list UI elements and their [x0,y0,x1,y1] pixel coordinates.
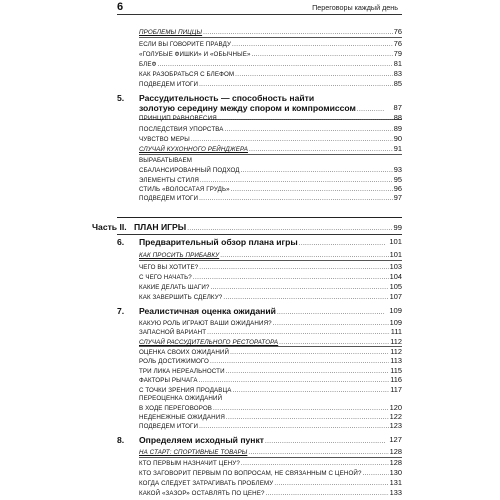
entry-title: ФАКТОРЫ РЫЧАГА [139,377,198,384]
entry-page: 133 [389,488,402,497]
leader-dots [199,263,388,271]
leader-dots [210,283,388,291]
leader-dots [223,293,388,301]
chapter-title-line: Реалистичная оценка ожиданий [139,306,276,316]
leader-dots [363,469,389,477]
leader-dots [200,176,393,184]
toc-entry[interactable] [139,394,402,403]
toc-entry[interactable] [139,282,402,291]
leader-dots [210,357,389,365]
entry-page: 79 [393,49,402,58]
entry-page: 104 [389,272,402,281]
toc-entry[interactable] [139,337,402,346]
part-page: 99 [393,223,402,232]
leader-dots [231,185,393,193]
toc-entry[interactable] [139,144,402,153]
entry-title: БЛЕФ [139,61,157,68]
entry-title: ЗАПАСНОЙ ВАРИАНТ [139,329,207,336]
entry-title: ПЕРЕОЦЕНКА ОЖИДАНИЙ [139,395,223,402]
entry-title: ПОДВЕДЕМ ИТОГИ [139,81,199,88]
header-rule [117,14,402,15]
chapter-heading[interactable] [117,306,402,317]
leader-dots [226,413,389,421]
entry-page: 122 [389,412,402,421]
leader-dots [265,437,385,447]
entry-title: СЛУЧАЙ РАССУДИТЕЛЬНОГО РЕСТОРАТОРА [139,339,279,346]
entry-page: 76 [393,27,402,36]
entry-page: 116 [390,375,402,384]
entry-title: ЕСЛИ ВЫ ГОВОРИТЕ ПРАВДУ [139,41,232,48]
toc-entry[interactable] [139,134,402,143]
entry-title: ПОДВЕДЕМ ИТОГИ [139,423,199,430]
chapter-title [139,306,386,318]
chapter-heading[interactable] [117,237,402,248]
entry-page: 111 [390,327,402,336]
chapter-number: 6. [117,237,125,247]
toc-entry[interactable] [139,347,402,356]
entry-title: «ГОЛУБЫЕ ФИШКИ» И «ОБЫЧНЫЕ» [139,51,251,58]
toc-entry[interactable] [139,193,402,202]
entry-page: 97 [393,193,402,202]
chapter-title-line: золотую середину между спором и компромиссом [139,103,356,113]
entry-title: КАКИЕ ДЕЛАТЬ ШАГИ? [139,284,210,291]
entry-title: ПРИНЦИП РАВНОВЕСИЯ [139,115,217,122]
leader-dots [213,404,389,412]
leader-dots [232,40,393,48]
entry-title: ЧЕГО ВЫ ХОТИТЕ? [139,264,199,271]
entry-page: 76 [393,39,402,48]
leader-dots [266,489,389,497]
entry-title: СЛУЧАЙ КУХОННОГО РЕЙНДЖЕРА [139,146,248,153]
entry-page: 128 [389,447,402,456]
entry-title: ВЫРАБАТЫВАЕМ [139,157,193,164]
leader-dots [249,145,393,153]
toc-entry[interactable] [139,250,402,259]
leader-dots [199,376,390,384]
toc-entry[interactable] [139,272,402,281]
chapter-title-line: Рассудительность — способность найти [139,93,315,103]
toc-entry[interactable] [139,375,402,384]
entry-title: ПОДВЕДЕМ ИТОГИ [139,195,199,202]
leader-dots [191,135,393,143]
chapter-title [139,237,386,249]
toc-entry[interactable] [139,113,402,122]
entry-divider [139,37,402,38]
chapter-heading[interactable] [117,93,402,115]
leader-dots [252,50,393,58]
toc-entry[interactable] [139,412,402,421]
entry-page: 90 [393,134,402,143]
entry-page: 130 [389,468,402,477]
entry-page: 88 [393,113,402,122]
entry-title: КТО ЗАГОВОРИТ ПЕРВЫМ ПО ВОПРОСАМ, НЕ СВЯЗАННЫМ С ЦЕНОЙ? [139,470,362,477]
entry-page: 85 [393,79,402,88]
entry-page: 81 [393,59,402,68]
chapter-number: 5. [117,93,125,103]
chapter-page: 109 [389,306,402,315]
chapter-title [139,435,386,447]
toc-entry[interactable] [139,478,402,487]
entry-page: 117 [390,385,402,394]
toc-entry[interactable] [139,79,402,88]
entry-page: 103 [389,262,402,271]
chapter-number: 8. [117,435,125,445]
part-divider [117,234,402,235]
toc-entry[interactable] [139,184,402,193]
toc-entry[interactable] [139,175,402,184]
leader-dots [274,479,388,487]
leader-dots [199,422,389,430]
leader-dots [225,125,393,133]
entry-page: 93 [393,165,402,174]
entry-title: КАКОЙ «ЗАЗОР» ОСТАВЛЯТЬ ПО ЦЕНЕ? [139,490,265,497]
chapter-title [139,93,386,115]
toc-entry[interactable] [139,458,402,467]
entry-title: ЭЛЕМЕНТЫ СТИЛЯ [139,177,199,184]
running-title: Переговоры каждый день [312,3,398,12]
entry-page: 115 [390,366,402,375]
page-number: 6 [117,1,124,13]
part-label: Часть II. [92,222,127,232]
entry-page: 95 [393,175,402,184]
leader-dots [241,166,393,174]
leader-dots [230,348,389,356]
entry-divider [139,260,402,261]
entry-page: 89 [393,124,402,133]
leader-dots [299,239,385,249]
part-title: ПЛАН ИГРЫ [134,222,187,232]
leader-dots [199,194,393,202]
toc-entry[interactable] [139,356,402,365]
leader-dots [203,28,393,36]
toc-entry[interactable] [139,318,402,327]
chapter-page: 127 [389,435,402,444]
entry-page: 101 [389,250,402,259]
entry-title: КАК ПРОСИТЬ ПРИБАВКУ [139,252,220,259]
entry-title: ТРИ ЛИКА НЕРЕАЛЬНОСТИ [139,368,225,375]
toc-entry[interactable] [139,156,402,165]
entry-page: 112 [390,337,402,346]
toc-entry[interactable] [139,124,402,133]
leader-dots [207,328,390,336]
toc-entry[interactable] [139,165,402,174]
toc-entry[interactable] [139,69,402,78]
leader-dots [218,114,393,122]
entry-title: ЧУВСТВО МЕРЫ [139,136,190,143]
chapter-title-line: Предварительный обзор плана игры [139,237,298,247]
chapter-title-line: Определяем исходный пункт [139,435,264,445]
part-rule [117,217,402,218]
entry-title: С ЧЕГО НАЧАТЬ? [139,274,192,281]
entry-title: КОГДА СЛЕДУЕТ ЗАТРАГИВАТЬ ПРОБЛЕМУ [139,480,274,487]
toc-entry[interactable] [139,327,402,336]
part-heading[interactable] [92,221,402,233]
chapter-heading[interactable] [117,435,402,446]
leader-dots [232,386,389,394]
entry-page: 128 [389,458,402,467]
leader-dots [248,448,388,456]
toc-entry[interactable] [139,39,402,48]
toc-entry[interactable] [139,366,402,375]
leader-dots [279,338,389,346]
leader-dots [235,70,393,78]
entry-title: КТО ПЕРВЫМ НАЗНАЧИТ ЦЕНУ? [139,460,240,467]
entry-page: 96 [393,184,402,193]
entry-page: 105 [389,282,402,291]
entry-page: 112 [390,347,402,356]
entry-title: КАК ЗАВЕРШИТЬ СДЕЛКУ? [139,294,223,301]
entry-title: НЕДЕНЕЖНЫЕ ОЖИДАНИЯ [139,414,225,421]
entry-title: СТИЛЬ «ВОЛОСАТАЯ ГРУДЬ» [139,186,230,193]
entry-page: 120 [389,403,402,412]
entry-title: СБАЛАНСИРОВАННЫЙ ПОДХОД [139,167,240,174]
entry-page: 113 [390,356,402,365]
entry-title: КАКУЮ РОЛЬ ИГРАЮТ ВАШИ ОЖИДАНИЯ? [139,320,272,327]
toc-entry[interactable] [139,49,402,58]
toc-entry[interactable] [139,262,402,271]
leader-dots [277,308,385,318]
entry-title: ОЦЕНКА СВОИХ ОЖИДАНИЙ [139,349,230,356]
entry-title: РОЛЬ ДОСТИЖИМОГО [139,358,209,365]
leader-dots [226,367,390,375]
leader-dots [241,459,389,467]
leader-dots [157,60,392,68]
chapter-page: 101 [389,237,402,246]
toc-entry[interactable] [139,468,402,477]
entry-page: 107 [389,292,402,301]
entry-title: КАК РАЗОБРАТЬСЯ С БЛЕФОМ [139,71,235,78]
leader-dots [220,251,388,259]
entry-title: С ТОЧКИ ЗРЕНИЯ ПРОДАВЦА [139,387,232,394]
toc-entry[interactable] [139,447,402,456]
leader-dots [193,273,389,281]
leader-dots [273,319,389,327]
entry-page: 123 [389,421,402,430]
entry-title: В ХОДЕ ПЕРЕГОВОРОВ [139,405,213,412]
toc-entry[interactable] [139,59,402,68]
entry-divider [139,154,402,155]
toc-entry[interactable] [139,27,402,36]
entry-page: 109 [389,318,402,327]
leader-dots [199,80,393,88]
toc-entry[interactable] [139,292,402,301]
entry-title: ПОСЛЕДСТВИЯ УПОРСТВА [139,126,224,133]
entry-page: 83 [393,69,402,78]
chapter-number: 7. [117,306,125,316]
chapter-page: 87 [393,103,402,112]
toc-entry[interactable] [139,385,402,394]
entry-title: НА СТАРТ: СПОРТИВНЫЕ ТОВАРЫ [139,449,248,456]
entry-page: 91 [393,144,402,153]
toc-entry[interactable] [139,488,402,497]
entry-page: 131 [389,478,402,487]
entry-title: ПРОБЛЕМЫ ПИЦЦЫ [139,29,203,36]
toc-entry[interactable] [139,421,402,430]
toc-entry[interactable] [139,403,402,412]
